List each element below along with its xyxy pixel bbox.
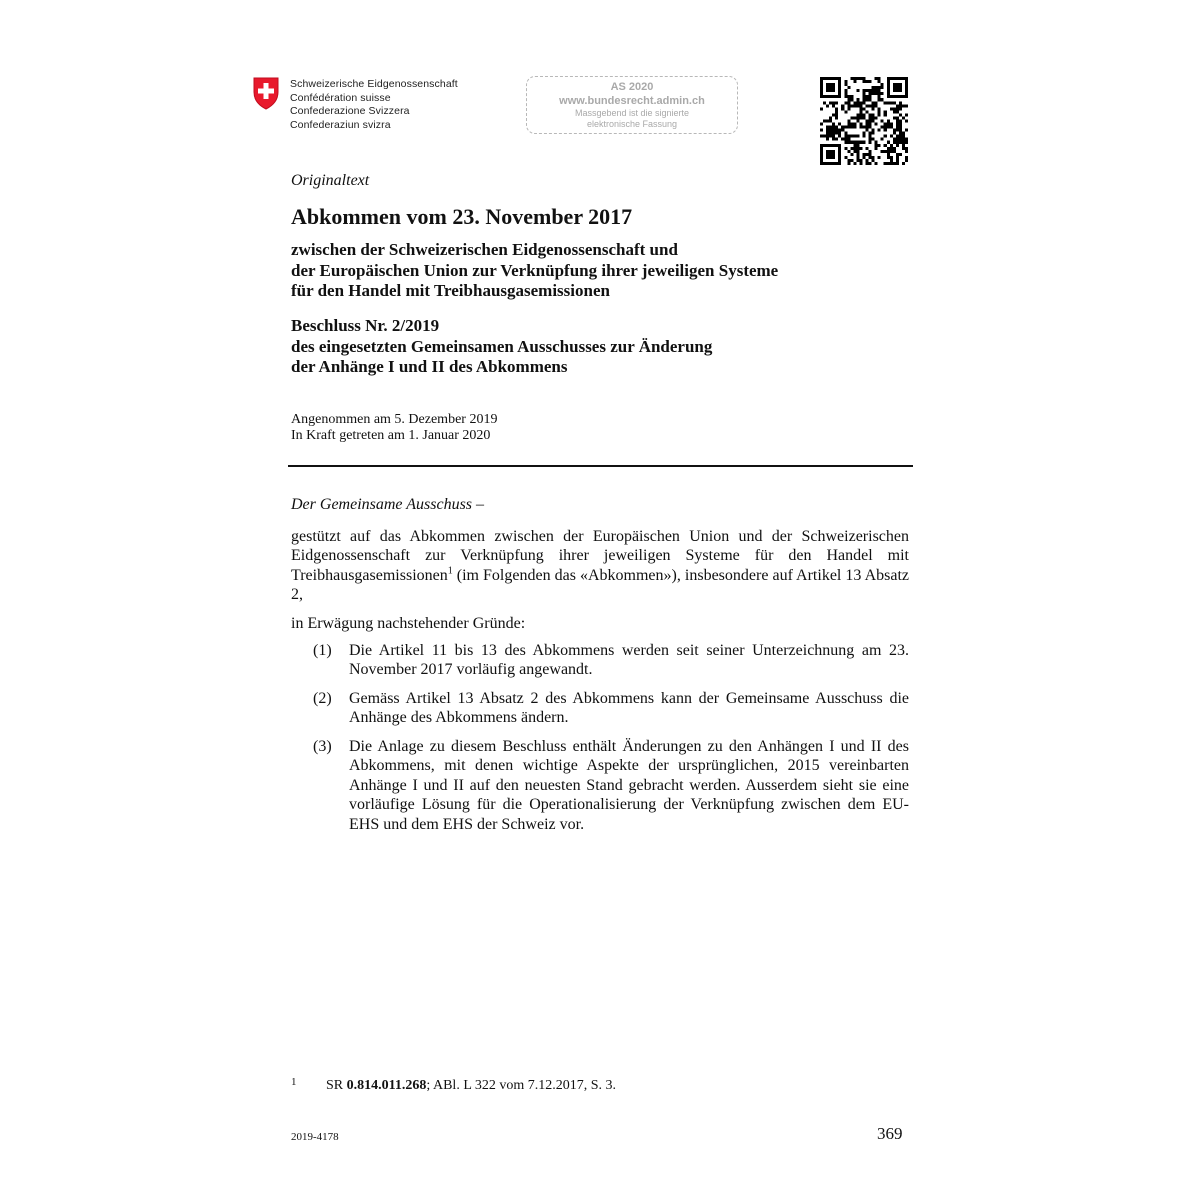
paragraph-text: gestützt auf das Abkommen zwischen der Europäischen Union und der Schweizerischen Eidgenossenschaft zur Verknüpfung ihrer jeweiligen Systeme für den Handel mit Treibhausgasemissionen [291, 528, 909, 584]
page-number: 369 [877, 1124, 903, 1143]
item-text: Gemäss Artikel 13 Absatz 2 des Abkommens kann der Gemeinsame Ausschuss die Anhänge des Abkommens ändern. [349, 690, 909, 727]
decision-line: Beschluss Nr. 2/2019 [291, 316, 440, 335]
confederation-name-block [290, 78, 458, 132]
decision-line: des eingesetzten Gemeinsamen Ausschusses zur Änderung [291, 336, 713, 356]
footnote-reference[interactable]: 1 [447, 565, 453, 577]
footnote-prefix: SR [326, 1078, 347, 1093]
footnote-number: 1 [291, 1076, 297, 1088]
qr-code-icon [820, 77, 908, 165]
confederation-line: Confederaziun svizra [290, 118, 391, 131]
document-number: 2019-4178 [291, 1131, 339, 1143]
item-text: Die Artikel 11 bis 13 des Abkommens werden seit seiner Unterzeichnung am 23. November 2017 vorläufig angewandt. [349, 642, 909, 679]
item-number: (1) [313, 642, 332, 659]
footnote-text [326, 1078, 616, 1094]
paragraph-text: (im Folgenden das «Abkommen»), insbesondere auf Artikel 13 Absatz 2, [291, 566, 909, 604]
committee-intro: Der Gemeinsame Ausschuss – [291, 496, 485, 513]
agreement-subtitle [291, 240, 778, 302]
stamp-collection: AS 2020 [610, 81, 654, 93]
decision-line: der Anhänge I und II des Abkommens [291, 357, 568, 376]
list-item [313, 689, 909, 728]
considerations-paragraph: in Erwägung nachstehender Gründe: [291, 615, 526, 632]
in-force-date: In Kraft getreten am 1. Januar 2020 [291, 428, 491, 443]
subtitle-line: für den Handel mit Treibhausgasemissionen [291, 281, 610, 300]
footnote [291, 1078, 616, 1094]
confederation-line: Confederazione Svizzera [290, 105, 410, 117]
item-number: (3) [313, 738, 332, 755]
item-text: Die Anlage zu diesem Beschluss enthält Änderungen zu den Anhängen I und II des Abkommens, mit denen wichtige Aspekte der ursprünglichen, 2015 vereinbarten Anhänge I und II auf den neuesten Stand gebracht werden. Ausserdem sieht sie eine vorläufige Lösung für die Operationalisierung der Verknüpfung zwischen dem EU-EHS und dem EHS der Schweiz vor. [349, 738, 909, 833]
adopted-date: Angenommen am 5. Dezember 2019 [291, 412, 498, 427]
original-text-label: Originaltext [291, 172, 370, 189]
stamp-url[interactable]: www.bundesrecht.admin.ch [559, 95, 705, 107]
page-title: Abkommen vom 23. November 2017 [291, 204, 633, 229]
item-number: (2) [313, 690, 332, 707]
official-publication-stamp [526, 76, 738, 134]
list-item [313, 641, 909, 680]
legal-basis-paragraph [291, 527, 909, 605]
footnote-citation: ; ABl. L 322 vom 7.12.2017, S. 3. [426, 1078, 617, 1093]
stamp-note-line2: elektronische Fassung [586, 119, 678, 129]
decision-heading [291, 316, 712, 378]
swiss-cross-icon [252, 76, 280, 110]
confederation-line: Schweizerische Eidgenossenschaft [290, 78, 458, 90]
subtitle-line: zwischen der Schweizerischen Eidgenossenschaft und [291, 240, 678, 259]
adoption-info [291, 412, 497, 444]
horizontal-divider [288, 465, 913, 467]
stamp-note-line1: Massgebend ist die signierte [574, 108, 690, 118]
sr-number: 0.814.011.268 [346, 1078, 427, 1093]
confederation-line: Confédération suisse [290, 91, 391, 104]
subtitle-line: der Europäischen Union zur Verknüpfung ihrer jeweiligen Systeme [291, 260, 779, 280]
list-item [313, 737, 909, 834]
